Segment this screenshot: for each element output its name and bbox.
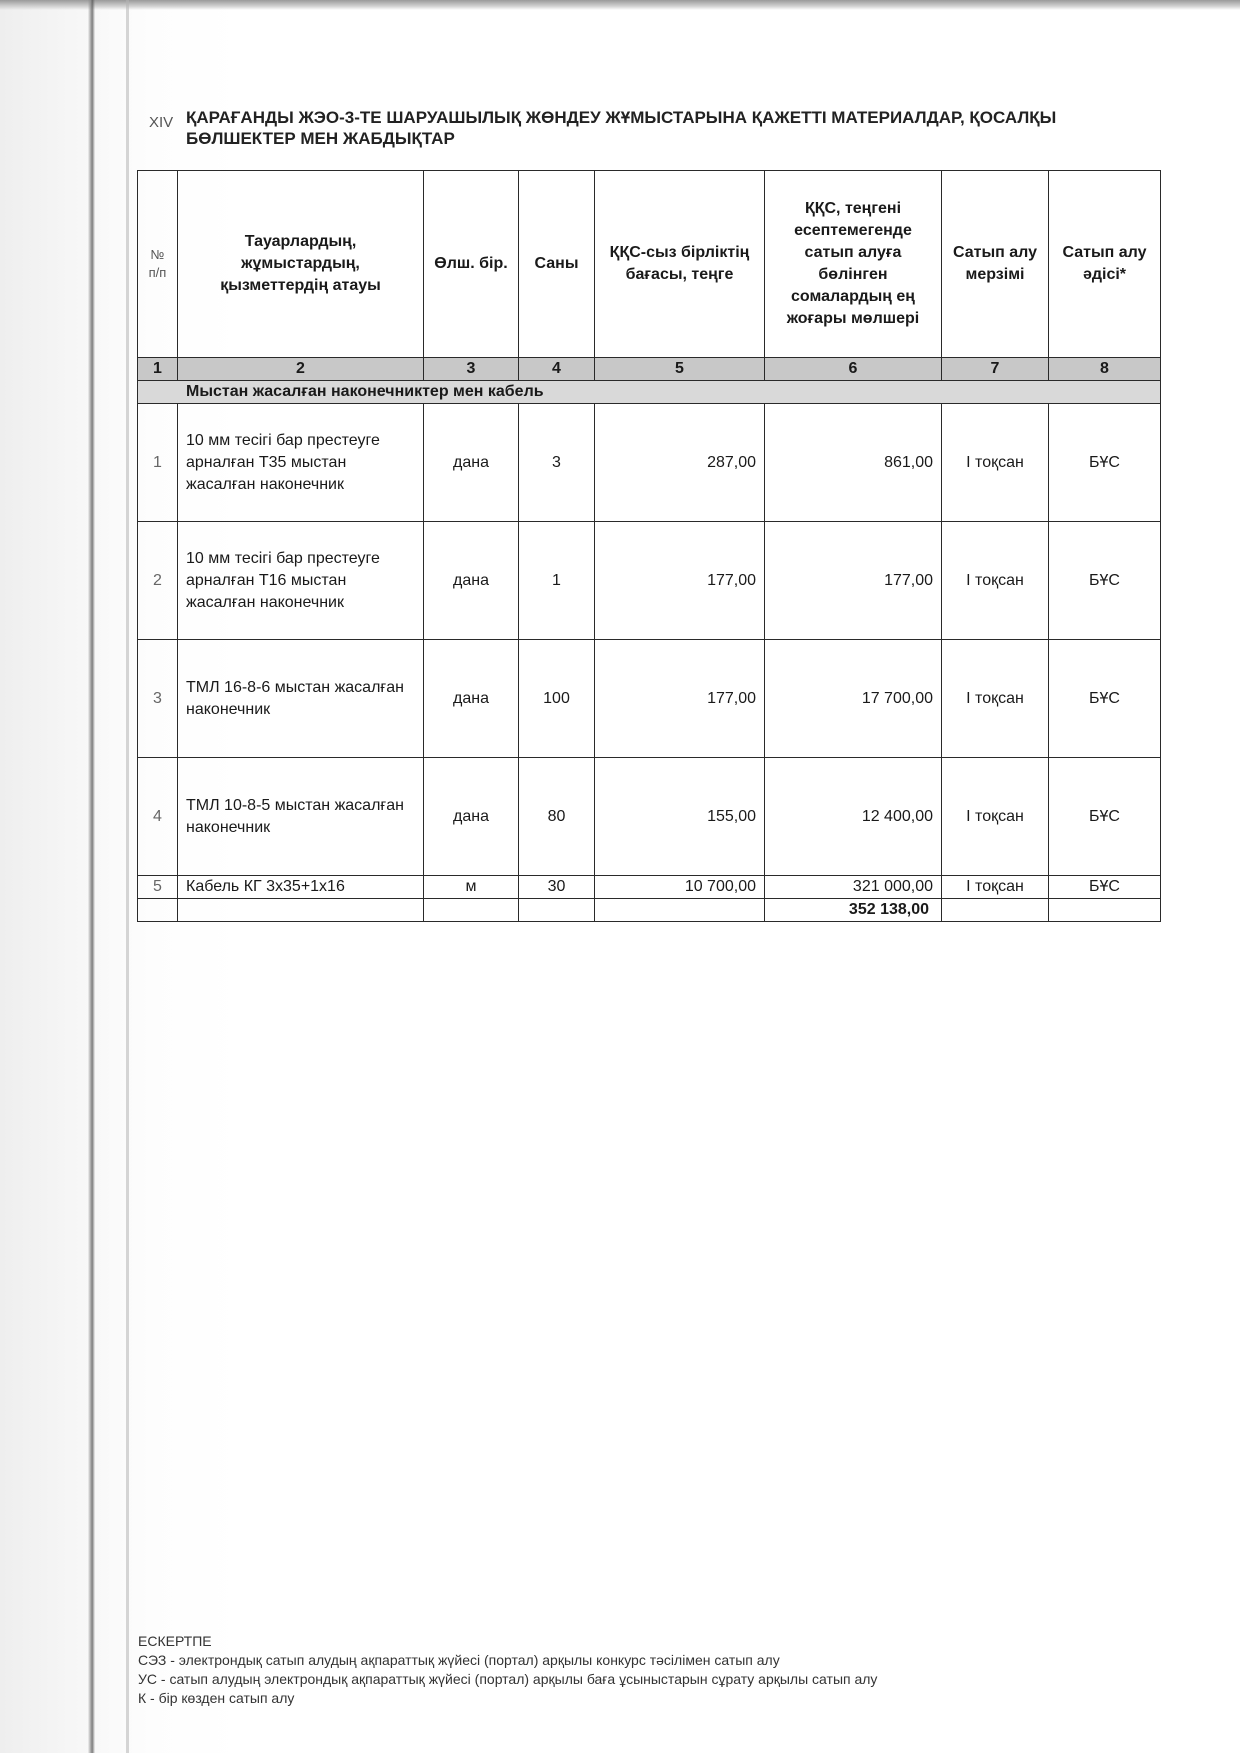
item-period: І тоқсан bbox=[942, 758, 1049, 876]
item-amount: 17 700,00 bbox=[765, 640, 942, 758]
total-row bbox=[138, 899, 1161, 922]
column-number: 7 bbox=[942, 358, 1049, 381]
notes-heading: ЕСКЕРТПЕ bbox=[138, 1633, 212, 1649]
scan-top-edge bbox=[0, 0, 1240, 10]
header-qty: Саны bbox=[519, 171, 595, 358]
item-method: БҰС bbox=[1049, 758, 1161, 876]
row-number: 3 bbox=[138, 640, 178, 758]
procurement-table bbox=[137, 170, 1161, 922]
item-unit: дана bbox=[424, 522, 519, 640]
table-row bbox=[138, 876, 1161, 899]
column-number: 4 bbox=[519, 358, 595, 381]
column-number-row bbox=[138, 358, 1161, 381]
item-unit: м bbox=[424, 876, 519, 899]
note-line: СЭЗ - электрондық сатып алудың ақпараттық жүйесі (портал) арқылы конкурс тәсілімен сатып алу bbox=[138, 1652, 780, 1668]
item-method: БҰС bbox=[1049, 404, 1161, 522]
item-name: ТМЛ 10-8-5 мыстан жасалған наконечник bbox=[178, 758, 424, 876]
item-method: БҰС bbox=[1049, 522, 1161, 640]
item-method: БҰС bbox=[1049, 640, 1161, 758]
item-amount: 12 400,00 bbox=[765, 758, 942, 876]
header-price: ҚҚС-сыз бірліктің бағасы, теңге bbox=[595, 171, 765, 358]
item-amount: 177,00 bbox=[765, 522, 942, 640]
item-unit: дана bbox=[424, 404, 519, 522]
row-number: 2 bbox=[138, 522, 178, 640]
table-row bbox=[138, 522, 1161, 640]
row-number: 5 bbox=[138, 876, 178, 899]
group-title: Мыстан жасалған наконечниктер мен кабель bbox=[138, 381, 1161, 404]
item-price: 287,00 bbox=[595, 404, 765, 522]
item-price: 155,00 bbox=[595, 758, 765, 876]
item-name: 10 мм тесігі бар престеуге арналған Т16 мыстан жасалған наконечник bbox=[178, 522, 424, 640]
header-unit: Өлш. бір. bbox=[424, 171, 519, 358]
item-price: 177,00 bbox=[595, 522, 765, 640]
empty-cell bbox=[519, 899, 595, 922]
item-qty: 80 bbox=[519, 758, 595, 876]
item-qty: 3 bbox=[519, 404, 595, 522]
item-unit: дана bbox=[424, 640, 519, 758]
table-row bbox=[138, 758, 1161, 876]
row-number: 1 bbox=[138, 404, 178, 522]
header-name: Тауарлардың, жұмыстардың, қызметтердің атауы bbox=[178, 171, 424, 358]
empty-cell bbox=[138, 899, 178, 922]
item-name: ТМЛ 16-8-6 мыстан жасалған наконечник bbox=[178, 640, 424, 758]
item-period: І тоқсан bbox=[942, 522, 1049, 640]
binder-stripe bbox=[88, 0, 95, 1753]
item-amount: 861,00 bbox=[765, 404, 942, 522]
item-price: 10 700,00 bbox=[595, 876, 765, 899]
header-method: Сатып алу әдісі* bbox=[1049, 171, 1161, 358]
item-period: І тоқсан bbox=[942, 876, 1049, 899]
empty-cell bbox=[942, 899, 1049, 922]
note-line: К - бір көзден сатып алу bbox=[138, 1690, 295, 1706]
header-amount: ҚҚС, теңгені есептемегенде сатып алуға бөлінген сомалардың ең жоғары мөлшері bbox=[765, 171, 942, 358]
section-number: XIV bbox=[149, 114, 174, 131]
column-number: 2 bbox=[178, 358, 424, 381]
empty-cell bbox=[424, 899, 519, 922]
column-number: 6 bbox=[765, 358, 942, 381]
item-qty: 100 bbox=[519, 640, 595, 758]
notes-block bbox=[138, 1632, 1138, 1708]
table-row bbox=[138, 404, 1161, 522]
header-no: № п/п bbox=[138, 171, 178, 358]
table-row bbox=[138, 640, 1161, 758]
header-period: Сатып алу мерзімі bbox=[942, 171, 1049, 358]
item-amount: 321 000,00 bbox=[765, 876, 942, 899]
column-number: 3 bbox=[424, 358, 519, 381]
item-price: 177,00 bbox=[595, 640, 765, 758]
header-row bbox=[138, 171, 1161, 358]
item-name: Кабель КГ 3х35+1х16 bbox=[178, 876, 424, 899]
total-amount: 352 138,00 bbox=[765, 899, 942, 922]
item-method: БҰС bbox=[1049, 876, 1161, 899]
binder-stripe-secondary bbox=[126, 0, 129, 1753]
document-title: ҚАРАҒАНДЫ ЖЭО-3-ТЕ ШАРУАШЫЛЫҚ ЖӨНДЕУ ЖҰМЫСТАРЫНА ҚАЖЕТТІ МАТЕРИАЛДАР, ҚОСАЛҚЫ БӨЛШЕКТЕР МЕН ЖАБДЫҚТАР bbox=[186, 108, 1057, 148]
item-period: І тоқсан bbox=[942, 404, 1049, 522]
item-qty: 1 bbox=[519, 522, 595, 640]
empty-cell bbox=[595, 899, 765, 922]
group-row bbox=[138, 381, 1161, 404]
item-period: І тоқсан bbox=[942, 640, 1049, 758]
item-name: 10 мм тесігі бар престеуге арналған Т35 мыстан жасалған наконечник bbox=[178, 404, 424, 522]
column-number: 5 bbox=[595, 358, 765, 381]
item-unit: дана bbox=[424, 758, 519, 876]
column-number: 1 bbox=[138, 358, 178, 381]
empty-cell bbox=[178, 899, 424, 922]
column-number: 8 bbox=[1049, 358, 1161, 381]
item-qty: 30 bbox=[519, 876, 595, 899]
row-number: 4 bbox=[138, 758, 178, 876]
note-line: УС - сатып алудың электрондық ақпараттық жүйесі (портал) арқылы баға ұсыныстарын сұрату арқылы сатып алу bbox=[138, 1671, 878, 1687]
empty-cell bbox=[1049, 899, 1161, 922]
